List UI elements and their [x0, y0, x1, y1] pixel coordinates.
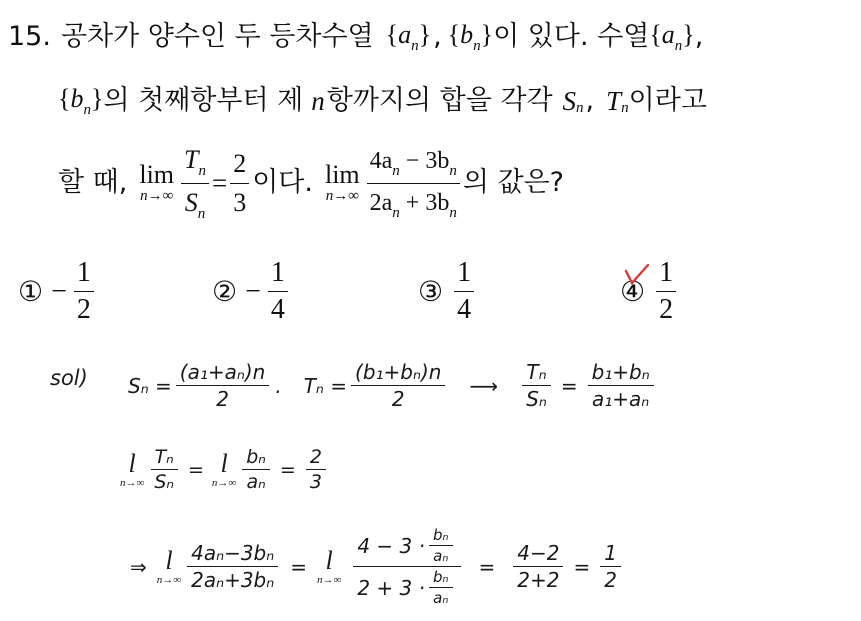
sequence-b-set: $\{b_n\}$ — [447, 20, 494, 54]
solution-label: sol) — [50, 366, 88, 390]
sequence-a-set-2: $\{a_n\}$ — [649, 20, 695, 54]
solution-line-2: l n→∞ $\frac{\text{Tₙ}}{\text{Sₙ}}$ = l n→∞ $\frac{\text{bₙ}}{\text{aₙ}}$ = $\frac{2}{3}$ — [118, 446, 330, 493]
problem-text-2: 이 있다. 수열 — [493, 21, 650, 52]
problem-text-7: 이다. — [252, 167, 313, 198]
fraction-two-thirds: $\frac{2}{3}$ — [230, 147, 249, 220]
sequence-a-set: $\{a_n\}$ — [385, 20, 432, 54]
problem-number: 15. — [8, 21, 51, 52]
problem-line-1: 15. 공차가 양수인 두 등차수열 $\{a_n\}$ , $\{b_n\}$ 이 있다. 수열 $\{a_n\}$ , — [8, 20, 704, 54]
problem-text-8: 의 값은? — [462, 167, 565, 198]
choice-2[interactable]: ② − $\frac{1}{4}$ — [212, 257, 291, 326]
variable-S: S — [562, 86, 577, 116]
sequence-b-set-2: $\{b_n\}$ — [58, 84, 104, 118]
problem-text-3: 의 첫째항부터 제 — [103, 85, 304, 116]
target-expression: $\frac{4a_n - 3b_n}{2a_n + 3b_n}$ — [367, 144, 460, 223]
choice-1[interactable]: ① − $\frac{1}{2}$ — [18, 257, 97, 326]
solution-line-1: Sₙ = $\frac{\text{(a₁+aₙ)n}}{2}$ . Tₙ = $\frac{\text{(b₁+bₙ)n}}{2}$ ⟶ $\frac{\text{Tₙ}}{\text{Sₙ}}$ = $\frac{\text{b₁+bₙ}}{\text{a₁+aₙ}}$ — [128, 360, 658, 411]
variable-n: n — [311, 86, 325, 116]
problem-text-5: 이라고 — [628, 85, 707, 116]
problem-text-4: 항까지의 합을 각각 — [326, 85, 553, 116]
choice-3[interactable]: ③ $\frac{1}{4}$ — [418, 257, 477, 326]
variable-T: T — [606, 86, 622, 116]
limit-1: lim n→∞ — [139, 160, 175, 204]
limit-2: lim n→∞ — [324, 160, 360, 204]
problem-text-1: 공차가 양수인 두 등차수열 — [60, 21, 374, 52]
problem-line-3: 할 때, lim n→∞ $\frac{T_n}{S_n}$ = $\frac{2}{3}$ 이다. lim n→∞ $\frac{4a_n - 3b_n}{2a_n + 3b_n}$ 의 값은? — [58, 144, 565, 222]
check-mark-icon — [622, 261, 652, 291]
problem-line-2: $\{b_n\}$ 의 첫째항부터 제 n 항까지의 합을 각각 S n , T n 이라고 — [58, 84, 707, 118]
ratio-T-over-S: $\frac{T_n}{S_n}$ — [181, 143, 209, 224]
choice-4[interactable]: ④ $\frac{1}{2}$ — [620, 257, 679, 326]
solution-line-3: ⇒ l n→∞ $\frac{\text{4aₙ−3bₙ}}{\text{2aₙ+3bₙ}}$ = l n→∞ 4 − 3 · $\frac{\text{bₙ}}{\text{aₙ}}$ 2 + 3 · $\frac{\text{bₙ}}{\text{aₙ}}$ = $\frac{4-2}{2+2}$ = $\frac{1}{2}$ — [130, 526, 625, 607]
problem-text-6: 할 때, — [58, 167, 128, 198]
